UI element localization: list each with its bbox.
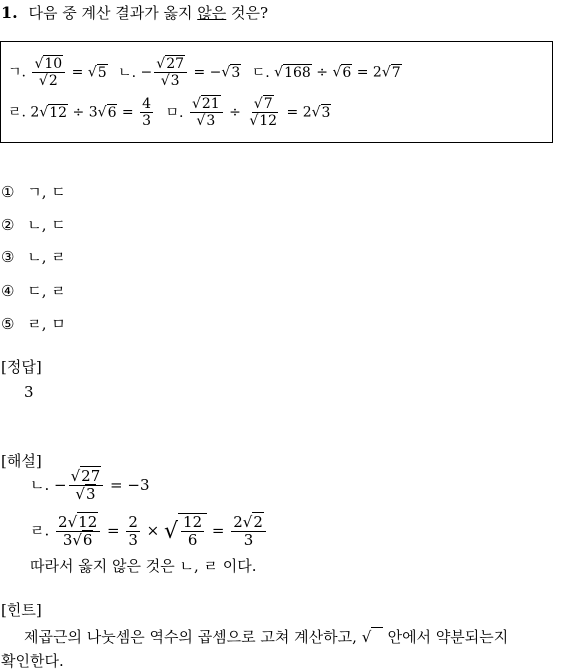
math-frac: $\frac{4}{3}$ bbox=[142, 96, 152, 130]
choice-text: ㄴ, ㄷ bbox=[27, 216, 66, 234]
choice-mark: ② bbox=[1, 216, 15, 234]
choice-text: ㄱ, ㄷ bbox=[27, 183, 66, 201]
math-frac: $\frac{2√12}{3√6}$ bbox=[56, 514, 100, 550]
math-frac: $\frac{√10}{√2}$ bbox=[32, 56, 65, 89]
answer-heading: [정답] bbox=[1, 358, 42, 376]
item-label-3: ㄷ. bbox=[251, 64, 270, 81]
hint-line-1 bbox=[24, 626, 508, 647]
math-frac: $\frac{√21}{√3}$ bbox=[190, 96, 223, 129]
hint-line-2: 확인한다. bbox=[1, 652, 64, 670]
choice-1[interactable] bbox=[1, 181, 66, 202]
question-number: 1. bbox=[1, 3, 18, 22]
choice-2[interactable] bbox=[1, 214, 66, 235]
item-label-2: ㄴ. bbox=[118, 64, 137, 81]
question-text-before: 다음 중 계산 결과가 옳지 bbox=[28, 4, 198, 22]
choice-mark: ⑤ bbox=[1, 315, 15, 333]
choice-5[interactable] bbox=[1, 313, 66, 334]
math-frac: $\frac{2}{3}$ bbox=[128, 512, 138, 549]
hint-text-b: 안에서 약분되는지 bbox=[387, 628, 509, 646]
item-label-5: ㅁ. bbox=[165, 104, 184, 121]
choice-4[interactable] bbox=[1, 280, 66, 301]
choice-mark: ① bbox=[1, 183, 15, 201]
box-row-2: ㄹ. 2√12 ÷ 3√6 = $\frac{4}{3}$ ㅁ. $\frac{√21}{√3}$ ÷ $\frac{√7}{√12}$ = 2√3 bbox=[8, 96, 331, 130]
explanation-heading: [해설] bbox=[1, 452, 42, 470]
math-frac: $\frac{√27}{√3}$ bbox=[154, 56, 187, 89]
choice-text: ㄷ, ㄹ bbox=[27, 282, 66, 300]
math-frac: $\frac{12}{6}$ bbox=[183, 513, 203, 550]
question-line bbox=[1, 2, 268, 23]
box-row-1: ㄱ. $\frac{√10}{√2}$ = √5 ㄴ. − $\frac{√27}{√3}$ = −√3 ㄷ. √168 ÷ √6 = 2√7 bbox=[8, 56, 401, 90]
item-label-4: ㄹ. bbox=[8, 104, 26, 121]
math-frac: $\frac{√27}{√3}$ bbox=[69, 468, 104, 504]
item-label-1: ㄱ. bbox=[8, 64, 26, 81]
explanation-line-2: ㄹ. $\frac{2√12}{3√6}$ = $\frac{2}{3}$ × √ $\frac{12}{6}$ = $\frac{2√2}{3}$ bbox=[30, 513, 268, 550]
sqrt-symbol: √ bbox=[362, 627, 383, 646]
choice-mark: ④ bbox=[1, 282, 15, 300]
explanation-conclusion: 따라서 옳지 않은 것은 ㄴ, ㄹ 이다. bbox=[30, 557, 257, 575]
choice-text: ㄴ, ㄹ bbox=[27, 248, 66, 266]
hint-text-a: 제곱근의 나눗셈은 역수의 곱셈으로 고쳐 계산하고, bbox=[24, 628, 357, 646]
explanation-label-1: ㄴ. bbox=[30, 475, 50, 494]
math-frac: $\frac{√7}{√12}$ bbox=[249, 96, 278, 130]
answer-value: 3 bbox=[24, 383, 34, 401]
explanation-label-2: ㄹ. bbox=[30, 521, 50, 540]
hint-heading: [힌트] bbox=[1, 601, 42, 619]
choice-mark: ③ bbox=[1, 248, 15, 266]
math-frac: $\frac{2√2}{3}$ bbox=[231, 514, 266, 550]
explanation-line-1: ㄴ. − $\frac{√27}{√3}$ = −3 bbox=[30, 467, 150, 504]
question-text-after: 것은? bbox=[226, 4, 269, 22]
choice-text: ㄹ, ㅁ bbox=[27, 315, 66, 333]
choice-3[interactable] bbox=[1, 246, 66, 267]
question-underlined: 않은 bbox=[197, 4, 227, 22]
